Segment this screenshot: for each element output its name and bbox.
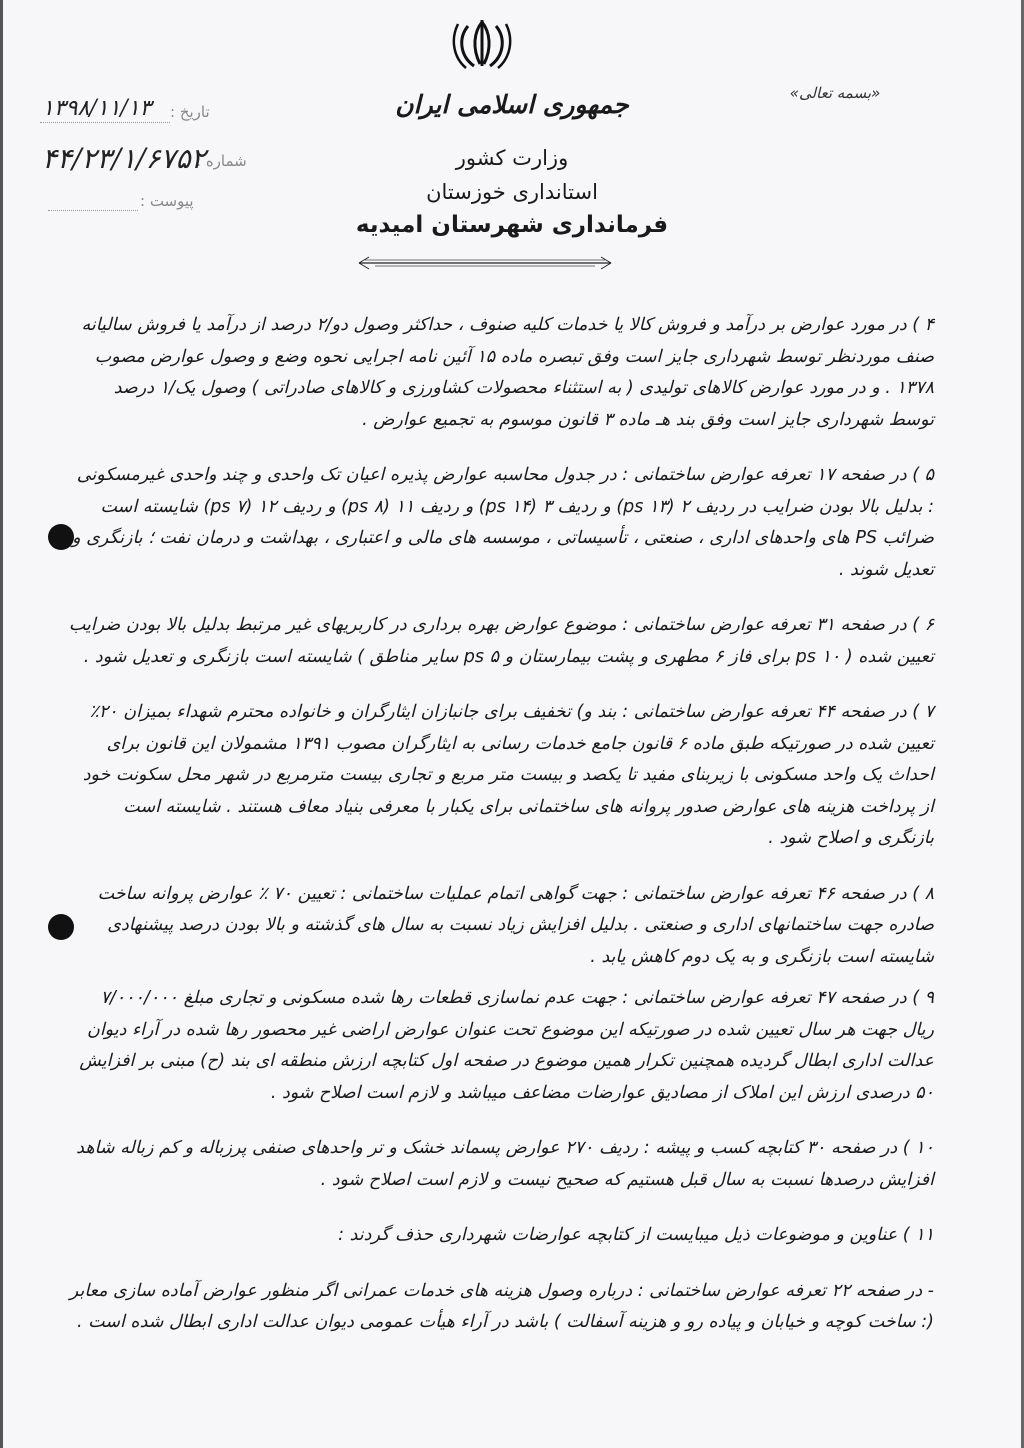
- date-label: تاریخ :: [170, 103, 210, 121]
- attachment-dotted-line: [48, 210, 138, 211]
- item-10: ۱۰ ) در صفحه ۳۰ کتابچه کسب و پیشه : ردیف ۲۷۰ عوارض پسماند خشک و تر واحدهای صنفی پرزباله و کم زباله شاهد افزایش درصدها نسبت به سال قبل هستیم که صحیح نیست و لازم است اصلاح شود .: [76, 1138, 934, 1190]
- number-label: شماره :: [196, 152, 247, 170]
- item-8: ۸ ) در صفحه ۴۶ تعرفه عوارض ساختمانی : جهت گواهی اتمام عملیات ساختمانی : تعیین ۷۰ ٪ عوارض پروانه ساخت صادره جهت ساختمانهای اداری و صنعتی . بدلیل افزایش زیاد نسبت به سال های گذشته و بالا بودن درصد پیشنهادی شایسته است بازنگری و به یک دوم کاهش یابد .: [97, 883, 934, 967]
- header-ornament: [355, 254, 615, 272]
- ministry-title: وزارت کشور: [455, 146, 569, 170]
- item-9: ۹ ) در صفحه ۴۷ تعرفه عوارض ساختمانی : جهت عدم نماسازی قطعات رها شده مسکونی و تجاری مبلغ ۷/۰۰۰/۰۰۰ ریال جهت هر سال تعیین شده در صورتیکه این موضوع تحت عنوان عوارض اراضی غیر محصور رها شده در آراء دیوان عدالت اداری ابطال گردیده همچنین تکرار همین موضوع در صفحه اول کتابچه ارزش منطقه ای بند (ح) مبنی بر افزایش ۵۰ درصدی ارزش این املاک از مصادیق عوارضات مضاعف میباشد و لازم است اصلاح شود .: [79, 988, 934, 1103]
- basmala: «بسمه تعالی»: [789, 84, 881, 102]
- governorate-title: فرمانداری شهرستان امیدیه: [355, 212, 669, 238]
- item-5: ۵ ) در صفحه ۱۷ تعرفه عوارض ساختمانی : در جدول محاسبه عوارض پذیره اعیان تک واحدی و چند واحدی غیرمسکونی : بدلیل بالا بودن ضرایب در ردیف ۲ (۱۳ ps) و ردیف ۳ (۱۴ ps) و ردیف ۱۱ (۸ ps) و ردیف ۱۲ (۷ ps) شایسته است ضرائب PS های واحدهای اداری ، صنعتی ، تأسیساتی ، موسسه های مالی و اعتباری ، بهداشت و درمان نفت ؛ بازنگری و تعدیل شوند .: [72, 465, 934, 580]
- date-dotted-line: [40, 122, 170, 123]
- item-4: ۴ ) در مورد عوارض بر درآمد و فروش کالا یا خدمات کلیه صنوف ، حداکثر وصول دو/۲ درصد از درآمد یا فروش سالیانه صنف موردنظر توسط شهرداری جایز است وفق تبصره ماده ۱۵ آئین نامه اجرایی نحوه وضع و وصول عوارض مصوب ۱۳۷۸ . و در مورد عوارض کالاهای تولیدی ( به استثناء محصولات کشاورزی و کالاهای صادراتی ) وصول یک/۱ درصد توسط شهرداری جایز است وفق بند هـ ماده ۳ قانون موسوم به تجمیع عوارض .: [81, 315, 934, 430]
- item-11-sub: - در صفحه ۲۲ تعرفه عوارض ساختمانی : درباره وصول هزینه های خدمات عمرانی اگر منظور عوارض آماده سازی معابر (: ساخت کوچه و خیابان و پیاده رو و هزینه آسفالت ) باشد در آراء هیأت عمومی دیوان عدالت اداری ابطال شده است .: [69, 1280, 934, 1332]
- scan-edge-left: [0, 0, 3, 1448]
- province-title: استانداری خوزستان: [426, 180, 598, 204]
- iran-emblem-icon: [452, 18, 512, 72]
- letter-body: [66, 310, 934, 1363]
- attachment-label: پیوست :: [140, 192, 194, 210]
- item-6: ۶ ) در صفحه ۳۱ تعرفه عوارض ساختمانی : موضوع عوارض بهره برداری در کاربریهای غیر مرتبط بدلیل بالا بودن ضرایب تعیین شده ( ۱۰ ps برای فاز ۶ مطهری و پشت بیمارستان و ۵ ps سایر مناطق ) شایسته است بازنگری و تعدیل شود .: [68, 615, 934, 667]
- item-11: ۱۱ ) عناوین و موضوعات ذیل میبایست از کتابچه عوارضات شهرداری حذف گردند :: [338, 1225, 934, 1245]
- letter-number-value: ۴۴/۲۳/۱/۶۷۵۲: [42, 142, 206, 175]
- republic-title: جمهوری اسلامی ایران: [395, 90, 629, 119]
- date-value: ۱۳۹۸/۱۱/۱۳: [42, 96, 152, 121]
- item-7: ۷ ) در صفحه ۴۴ تعرفه عوارض ساختمانی : بند و) تخفیف برای جانبازان ایثارگران و خانواده محترم شهداء بمیزان ۲۰٪ تعیین شده در صورتیکه طبق ماده ۶ قانون جامع خدمات رسانی به ایثارگران مصوب ۱۳۹۱ مشمولان این قانون برای احداث یک واحد مسکونی با زیربنای مفید تا یکصد و بیست متر مربع و تجاری بیست مترمربع در شهر محل سکونت خود از پرداخت هزینه های عوارض صدور پروانه های ساختمانی برای یکبار با معرفی بنیاد معاف هستند . شایسته است بازنگری و اصلاح شود .: [82, 702, 934, 848]
